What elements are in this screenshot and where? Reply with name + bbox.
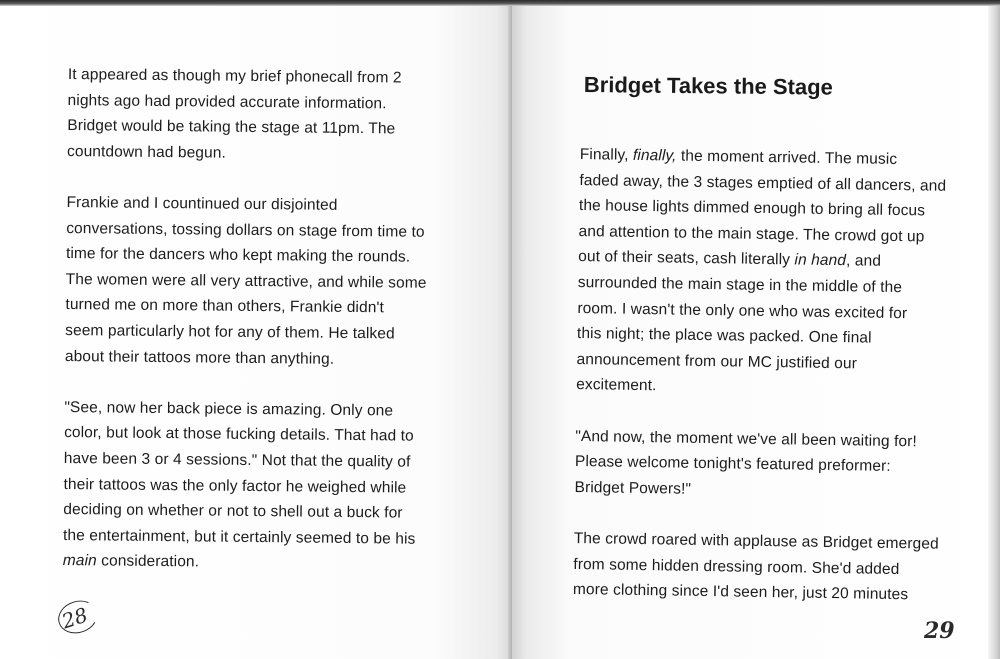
text-line: Bridget Powers!" [574,478,692,498]
text-line: It appeared as though my brief phonecall from 2 [67,65,402,87]
text-line: this night; the place was packed. One final [576,325,872,347]
line-rest: consideration. [96,552,200,571]
text-line: more clothing since I'd seen her, just 20 minutes [572,581,909,604]
text-line: The women were all very attractive, and while some [65,270,427,292]
text-line: Frankie and I countinued our disjointed [66,193,338,214]
text-line: have been 3 or 4 sessions." Not that the quality of [63,449,411,471]
text-line: Bridget would be taking the stage at 11pm. The [67,117,396,138]
italic-phrase: in hand [794,251,847,270]
text-line [63,548,473,578]
text-line: color, but look at those fucking details. That had to [64,424,414,445]
line-rest: , and [845,252,882,271]
text-line: time for the dancers who kept making the rounds. [65,245,411,266]
handwritten-circle [54,596,102,639]
page-number-text: 28 [58,602,91,634]
left-page [0,6,512,659]
text-line: the house lights dimmed enough to bring all focus [578,197,926,220]
page-stack-edge [988,6,1000,659]
text-line: "And now, the moment we've all been waiting for! [575,427,918,450]
text-line: from some hidden dressing room. She'd added [573,555,900,578]
right-paragraph-1 [576,142,980,404]
italic-word: finally, [632,146,677,165]
text-line: the entertainment, but it certainly seemed to be his [62,526,416,548]
right-page-body [573,142,980,609]
text-line: their tattoos was the only factor he weighed while [63,475,407,497]
text-line: seem particularly hot for any of them. He talked [65,321,395,343]
text-line: and attention to the main stage. The crowd got up [578,222,925,246]
right-paragraph-3 [573,526,974,609]
text-line: deciding on whether or not to shell out a buck for [63,501,403,522]
text-line: surrounded the main stage in the middle of the [577,273,903,297]
italic-word: main [62,552,97,570]
left-paragraph-3 [63,395,475,578]
text-line: countdown had begun. [66,142,227,162]
line-start: Finally, [579,145,634,164]
text-line: faded away, the 3 stages emptied of all dancers, and [579,171,947,195]
left-page-number [59,603,91,634]
line-rest: the moment arrived. The music [676,147,898,168]
text-line: Please welcome tonight's featured preformer: [574,453,891,476]
text-line: announcement from our MC justified our [576,350,858,373]
left-page-body [63,62,478,578]
text-line: conversations, tossing dollars on stage from time to [66,219,425,241]
text-line: turned me on more than others, Frankie didn't [65,296,385,317]
text-line: room. I wasn't the only one who was excited for [577,299,908,322]
left-paragraph-2 [65,190,477,373]
right-page [512,6,1000,659]
line-start: out of their seats, cash literally [578,248,795,269]
chapter-title: Bridget Takes the Stage [583,72,833,100]
right-page-number: 29 [924,618,955,644]
text-line: "See, now her back piece is amazing. Only one [64,398,394,420]
text-line: nights ago had provided accurate information. [67,91,387,112]
text-line: The crowd roared with applause as Bridget emerged [573,529,939,553]
text-line: excitement. [576,376,657,395]
left-paragraph-1 [67,62,478,169]
text-line: about their tattoos more than anything. [64,347,335,368]
right-paragraph-2 [574,423,975,506]
